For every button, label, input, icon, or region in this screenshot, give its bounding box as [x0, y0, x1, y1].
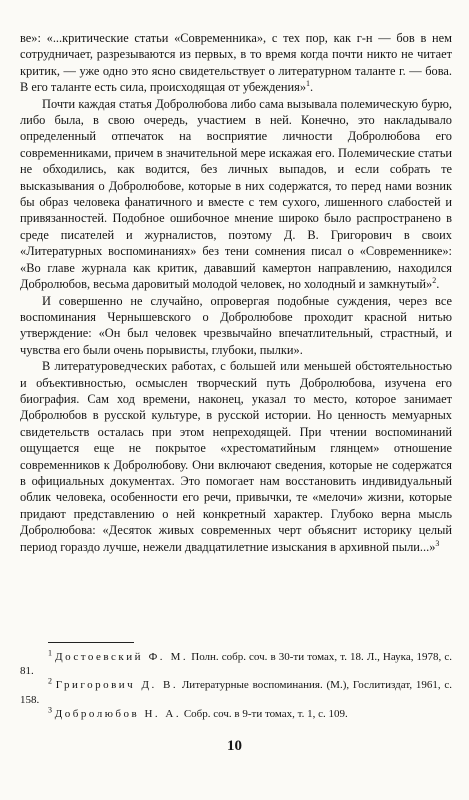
footnote-number: 1 — [48, 648, 52, 658]
footnote-divider — [48, 642, 134, 643]
footnote-number: 2 — [48, 676, 52, 686]
footnote-text: Полн. собр. соч. в 30-ти томах, т. 18. Л., Наука, 1978, с. 81. — [20, 651, 452, 678]
paragraph-text: И совершенно не случайно, опровергая подобные суждения, через все воспоминания Чернышевского о Добролюбове проходит красной нитью утверждение: «Он был человек чрезвычайно впечатлительный, страстный, и чувства его были очень порывисты, глубоки, пылки». — [20, 293, 452, 357]
footnote-author: Достоевский Ф. М. — [55, 651, 189, 663]
paragraph-memoirs — [20, 358, 452, 555]
footnote-1 — [20, 650, 452, 678]
footnote-author: Григорович Д. В. — [55, 679, 179, 692]
footnote-text: Литературные воспоминания. (М.), Гослитиздат, 1961, с. 158. — [20, 679, 453, 706]
paragraph-text: ве»: «...критические статьи «Современника», с тех пор, как г-н — бов в нем сотрудничает, разрезываются из первых, в то время когда почти никто не читает критик, — уже одно это ясно свидетельствует о литературном таланте г. — бова. В его таланте есть сила, происходящая от убеждения» — [20, 31, 452, 95]
footnote-ref: 2 — [432, 275, 437, 285]
main-text — [20, 30, 452, 555]
paragraph-text: В литературоведческих работах, с большей или меньшей обстоятельностью и объективностью, осмыслен творческий путь Добролюбова, изучена его биография. Сам ход времени, наконец, указал то место, которое занимает Добролюбов в русской культуре, в русской истории. Но ценность мемуарных свидетельств осталась при этом непреходящей. При чтении воспоминаний ощущается еще не покрытое «хрестоматийным глянцем» отношение современников к Добролюбову. Они включают сведения, которые не содержатся в официальных документах. Это помогает нам восстановить индивидуальный облик человека, особенности его речи, привычки, те «мелочи» жизни, которые придают представлению о ней конкретный характер. Глубоко верна мысль Добролюбова: «Десяток живых современных черт объяснит историку целый период гораздо лучше, нежели двадцатилетние изыскания в архивной пыли...» — [20, 359, 452, 554]
footnote-author: Добролюбов Н. А. — [54, 707, 182, 720]
paragraph-quote-continuation: ве»: «...критические статьи «Современника», с тех пор, как г-н — бов в нем сотрудничает, разрезываются из первых, в то время когда почти никто не читает критик, — уже одно это ясно свидетельствует о литературном таланте г. — бова. В его таланте есть сила, происходящая от убеждения»$^1$. — [20, 31, 452, 95]
paragraph-text: Почти каждая статья Добролюбова либо сама вызывала полемическую бурю, либо была, в свою очередь, участием в ней. Конечно, это накладывало определенный отпечаток на восприятие личности Добролюбова его современниками, причем в значительной мере искажая его. Полемические статьи не обходились, как водится, без личных выпадов, и если собрать те высказывания о Добролюбове, которые в них содержатся, то перед нами возник бы образ человека фанатичного и вместе с тем сухого, лишенного слабостей и привязанностей. Подобное ошибочное мнение широко было распространено в среде писателей и журналистов, поэтому Д. В. Григорович в своих «Литературных воспоминаниях» без тени сомнения писал о «Современнике»: «Во главе журнала как критик, дававший камертон направлению, находился Добролюбов, весьма даровитый молодой человек, но холодный и замкнутый» — [20, 96, 452, 292]
footnote-ref: 1 — [306, 79, 311, 89]
footnote-ref: 3 — [435, 538, 440, 548]
footnote-3 — [20, 707, 452, 721]
footnotes — [20, 650, 452, 721]
footnote-number: 3 — [48, 705, 52, 715]
page-number: 10 — [227, 738, 242, 754]
footnote-2 — [20, 678, 452, 706]
paragraph-polemics: Почти каждая статья Добролюбова либо сама вызывала полемическую бурю, либо была, в свою очередь, участием в ней. Конечно, это накладывало определенный отпечаток на восприятие личности Добролюбова его современниками, причем в значительной мере искажая его. Полемические статьи не обходились, как водится, без личных выпадов, и если собрать те высказывания о Добролюбове, которые в них содержатся, то перед нами возник бы образ человека фанатичного и вместе с тем сухого, лишенного слабостей и привязанностей. Подобное ошибочное мнение широко было распространено в среде писателей и журналистов, поэтому Д. В. Григорович в своих «Литературных воспоминаниях» без тени сомнения писал о «Современнике»: «Во главе журнала как критик, дававший камертон направлению, находился Добролюбов, весьма даровитый молодой человек, но холодный и замкнутый»$^2$. — [20, 96, 452, 292]
footnote-text: Собр. соч. в 9-ти томах, т. 1, с. 109. — [181, 707, 348, 720]
paragraph-chernyshevsky — [20, 293, 452, 359]
